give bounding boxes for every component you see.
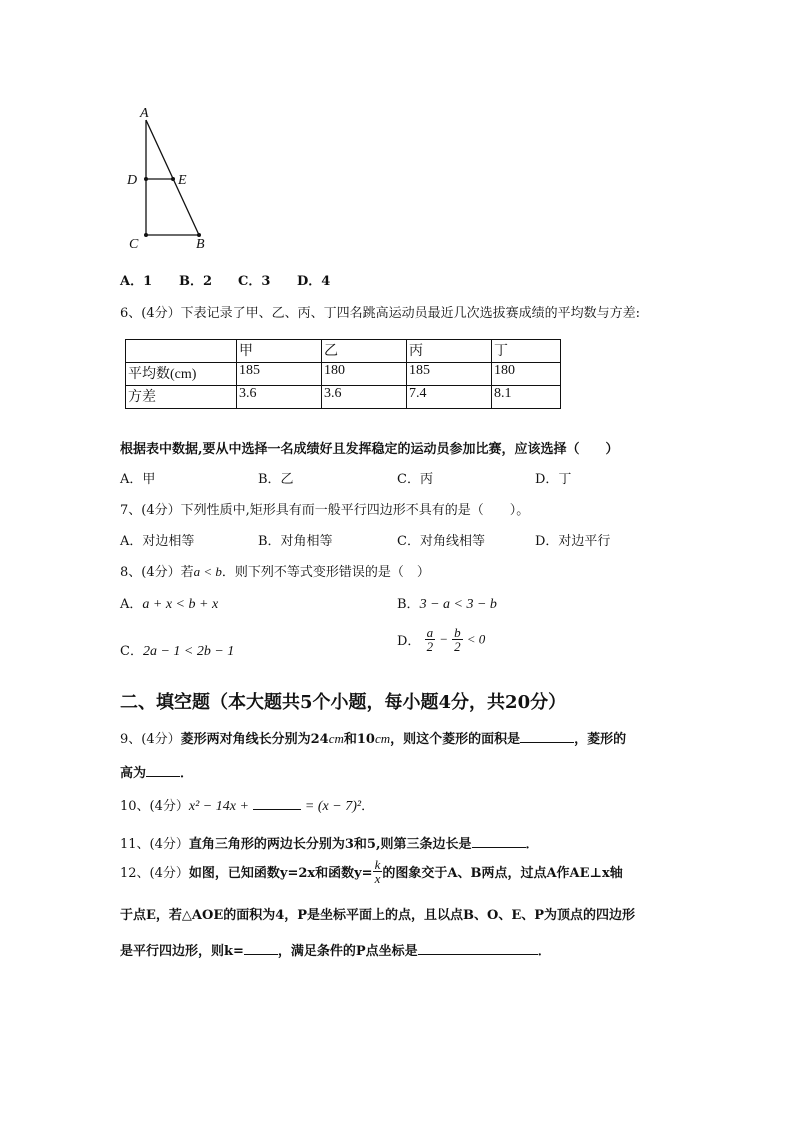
label-e: E bbox=[178, 173, 187, 188]
q12-prefix: 12、(4分） bbox=[120, 866, 189, 881]
q10-prefix: 10、(4分） bbox=[120, 799, 189, 814]
q9-line2-text: 高为 bbox=[120, 766, 147, 781]
q8-option-c bbox=[120, 640, 234, 660]
q12-line3a: 是平行四边形，则k= bbox=[120, 944, 244, 959]
table-row bbox=[126, 386, 561, 409]
q8-option-d-tail: < 0 bbox=[466, 631, 486, 647]
point-e bbox=[171, 177, 175, 181]
q8-option-a bbox=[120, 593, 218, 613]
label-c: C bbox=[129, 237, 139, 252]
point-d bbox=[144, 177, 148, 181]
answer-blank[interactable] bbox=[253, 795, 301, 810]
q8-option-b-label: B． bbox=[397, 597, 420, 612]
table-cell: 方差 bbox=[126, 386, 237, 409]
q8-option-a-label: A． bbox=[120, 597, 143, 612]
point-c bbox=[144, 233, 148, 237]
answer-blank[interactable] bbox=[520, 728, 574, 743]
q9-part4: ，菱形的 bbox=[574, 732, 627, 747]
stats-table bbox=[125, 339, 561, 409]
q9-unit2: cm bbox=[374, 731, 391, 746]
q6-option-b: B．乙 bbox=[258, 472, 294, 487]
label-a: A bbox=[140, 106, 149, 121]
q6-option-c: C．丙 bbox=[397, 472, 433, 487]
frac-denominator: x bbox=[374, 871, 381, 886]
q7-option-c: C．对角线相等 bbox=[397, 534, 485, 549]
q6-stem: 6、(4分）下表记录了甲、乙、丙、丁四名跳高运动员最近几次选拔赛成绩的平均数与方差: bbox=[120, 306, 640, 321]
q11-line bbox=[120, 833, 539, 852]
q12-part1: 如图，已知函数y=2x和函数y= bbox=[188, 866, 373, 881]
q7-option-d: D．对边平行 bbox=[535, 534, 611, 549]
table-cell: 丙 bbox=[407, 340, 492, 363]
table-cell bbox=[126, 340, 237, 363]
q9-part2: 和10 bbox=[343, 732, 375, 747]
label-b: B bbox=[196, 237, 205, 252]
table-header-row bbox=[126, 340, 561, 363]
q7-stem: 7、(4分）下列性质中,矩形具有而一般平行四边形不具有的是（ ）。 bbox=[120, 503, 530, 518]
table-cell: 185 bbox=[407, 363, 492, 386]
frac-denominator: 2 bbox=[426, 639, 434, 654]
q6-option-d: D．丁 bbox=[535, 472, 572, 487]
q8-option-d bbox=[397, 626, 485, 653]
q8-option-c-label: C． bbox=[120, 644, 143, 659]
q8-frac-b-over-2 bbox=[452, 626, 463, 653]
answer-blank[interactable] bbox=[146, 762, 180, 777]
answer-blank[interactable] bbox=[244, 940, 278, 955]
table-cell: 平均数(cm) bbox=[126, 363, 237, 386]
q8-option-c-math: 2a − 1 < 2b − 1 bbox=[142, 644, 235, 659]
q6-option-a: A．甲 bbox=[120, 472, 156, 487]
answer-blank[interactable] bbox=[472, 833, 526, 848]
q8-option-b bbox=[397, 593, 497, 613]
table-cell: 丁 bbox=[492, 340, 561, 363]
q12-line3c: ． bbox=[537, 944, 551, 959]
q8-stem bbox=[120, 561, 430, 580]
q8-option-b-math: 3 − a < 3 − b bbox=[419, 597, 497, 612]
q8-frac-a-over-2 bbox=[425, 626, 436, 653]
frac-numerator: a bbox=[426, 625, 434, 640]
q7-option-a: A．对边相等 bbox=[120, 534, 195, 549]
q8-option-a-math: a + x < b + x bbox=[142, 597, 219, 612]
table-cell: 乙 bbox=[322, 340, 407, 363]
table-cell: 7.4 bbox=[407, 386, 492, 409]
q12-line1 bbox=[120, 858, 623, 885]
q10-math-left: x² − 14x + bbox=[188, 799, 249, 814]
table-cell: 180 bbox=[322, 363, 407, 386]
q7-option-b: B．对角相等 bbox=[258, 534, 333, 549]
q9-line2-end: ． bbox=[180, 766, 194, 781]
q6-question: 根据表中数据,要从中选择一名成绩好且发挥稳定的运动员参加比赛，应该选择（ ） bbox=[120, 442, 619, 457]
q9-line1 bbox=[120, 728, 626, 747]
q9-line2 bbox=[120, 762, 193, 781]
table-cell: 180 bbox=[492, 363, 561, 386]
q10-end: ． bbox=[361, 799, 375, 814]
table-cell: 8.1 bbox=[492, 386, 561, 409]
q11-end: ． bbox=[525, 837, 539, 852]
q8-minus: − bbox=[439, 631, 448, 647]
table-cell: 甲 bbox=[237, 340, 322, 363]
section-heading: 二、填空题（本大题共5个小题，每小题4分，共20分） bbox=[120, 692, 567, 713]
q11-text: 直角三角形的两边长分别为3和5,则第三条边长是 bbox=[188, 837, 472, 852]
q10-line bbox=[120, 795, 374, 815]
table-cell: 185 bbox=[237, 363, 322, 386]
q9-part1: 菱形两对角线长分别为24 bbox=[180, 732, 329, 747]
answer-blank[interactable] bbox=[418, 940, 538, 955]
q9-unit1: cm bbox=[328, 731, 344, 746]
q5-option-c: C．3 bbox=[238, 274, 271, 289]
q9-prefix: 9、(4分） bbox=[120, 732, 181, 747]
q5-option-b: B．2 bbox=[179, 274, 213, 289]
table-cell: 3.6 bbox=[322, 386, 407, 409]
q12-line3b: ，满足条件的P点坐标是 bbox=[277, 944, 418, 959]
q5-option-a: A．1 bbox=[120, 274, 153, 289]
q11-prefix: 11、(4分） bbox=[120, 837, 189, 852]
q12-line3 bbox=[120, 940, 551, 959]
table-row bbox=[126, 363, 561, 386]
q12-frac-k-over-x bbox=[373, 858, 383, 885]
frac-numerator: k bbox=[374, 857, 381, 872]
triangle-figure bbox=[118, 100, 218, 255]
q5-option-d: D．4 bbox=[297, 274, 331, 289]
frac-denominator: 2 bbox=[454, 639, 461, 654]
q12-line2: 于点E，若△AOE的面积为4，P是坐标平面上的点，且以点B、O、E、P为顶点的四边形 bbox=[120, 908, 636, 923]
q8-stem-prefix: 8、(4分）若 bbox=[120, 565, 194, 580]
label-d: D bbox=[127, 173, 138, 188]
q12-part2: 的图象交于A、B两点，过点A作AE⊥x轴 bbox=[382, 866, 623, 881]
q8-stem-suffix: ．则下列不等式变形错误的是（ ） bbox=[221, 565, 430, 580]
q10-math-right: = (x − 7)² bbox=[304, 799, 362, 814]
table-cell: 3.6 bbox=[237, 386, 322, 409]
q8-stem-math: a < b bbox=[193, 564, 222, 579]
frac-numerator: b bbox=[454, 625, 461, 640]
q9-part3: ，则这个菱形的面积是 bbox=[390, 732, 521, 747]
q8-option-d-label: D． bbox=[397, 634, 421, 649]
